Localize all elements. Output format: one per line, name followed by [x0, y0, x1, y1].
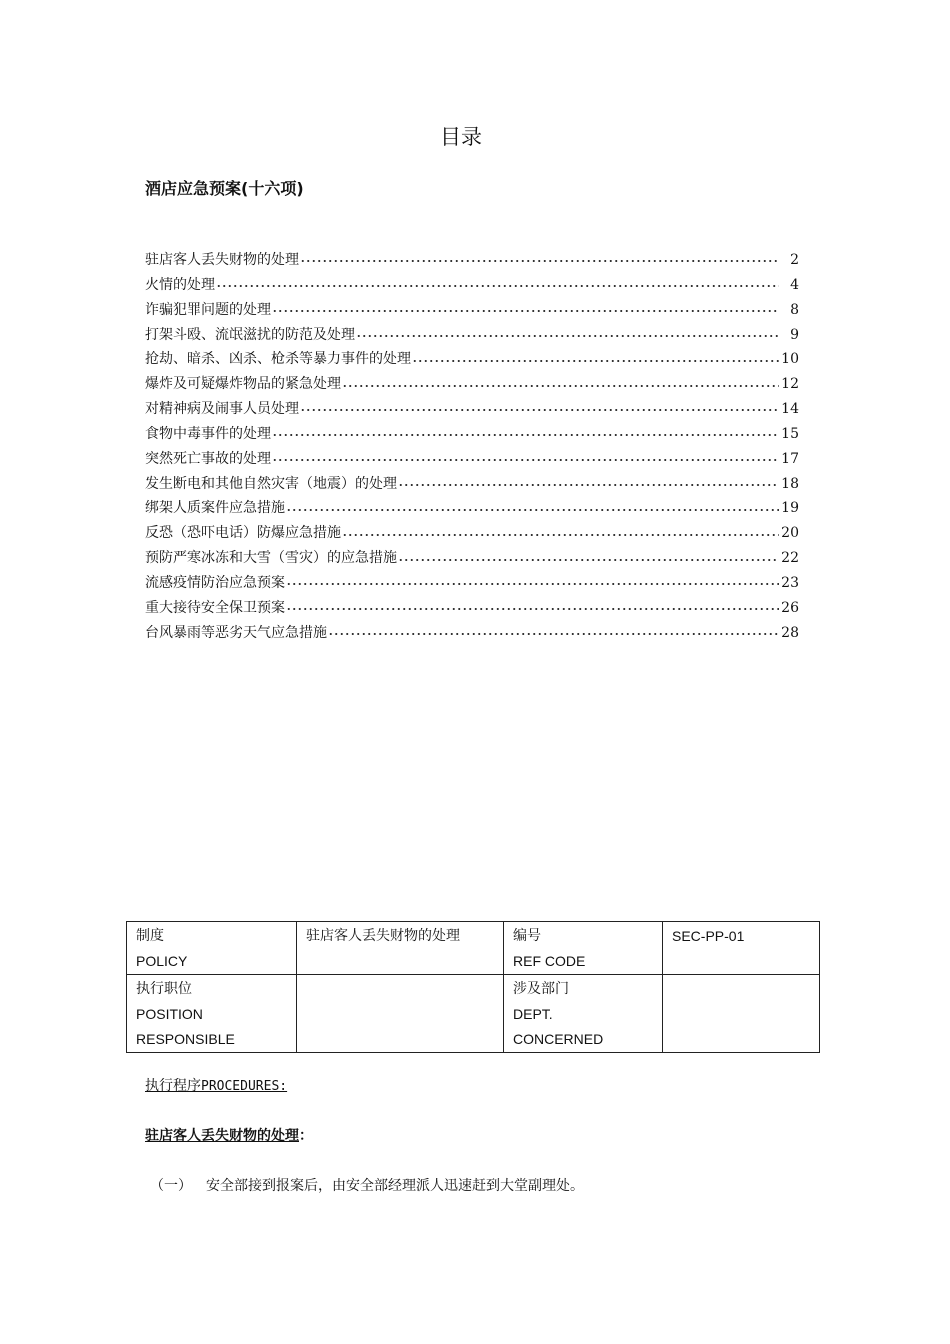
document-subtitle: 酒店应急预案(十六项): [145, 179, 304, 198]
toc-leader-dots: [272, 430, 779, 440]
policy-label-cell: [127, 922, 297, 975]
toc-entry[interactable]: [145, 373, 799, 398]
toc-entry[interactable]: [145, 274, 799, 299]
toc-entry-page: 14: [781, 401, 799, 418]
procedures-label: [145, 1075, 287, 1095]
toc-entry[interactable]: [145, 597, 799, 622]
dept-label-en-2: CONCERNED: [513, 1031, 604, 1047]
toc-entry[interactable]: [145, 249, 799, 274]
toc-leader-dots: [328, 629, 779, 639]
toc-leader-dots: [342, 381, 779, 391]
procedure-step: [150, 1175, 584, 1195]
toc-entry-page: 17: [781, 450, 799, 467]
toc-entry-page: 15: [781, 425, 799, 442]
position-label-en-2: RESPONSIBLE: [136, 1031, 235, 1047]
position-label-en: POSITION: [136, 1006, 203, 1022]
toc-entry-page: 10: [781, 351, 799, 368]
table-of-contents: [145, 249, 799, 647]
toc-leader-dots: [356, 331, 779, 341]
table-row: [127, 975, 820, 1053]
dept-label-en: DEPT.: [513, 1006, 553, 1022]
step-number: （一）: [150, 1178, 192, 1194]
toc-entry-title: 突然死亡事故的处理: [145, 450, 271, 467]
table-row: [127, 922, 820, 975]
toc-entry-title: 火情的处理: [145, 276, 215, 293]
toc-entry[interactable]: [145, 423, 799, 448]
toc-entry[interactable]: [145, 324, 799, 349]
toc-entry-page: 2: [790, 252, 799, 268]
position-label-cn: 执行职位: [136, 981, 192, 997]
toc-leader-dots: [286, 604, 779, 614]
ref-code-label-cell: [504, 922, 663, 975]
toc-entry-title: 诈骗犯罪问题的处理: [145, 301, 271, 318]
policy-value-cell: 驻店客人丢失财物的处理: [297, 922, 504, 975]
section-heading-text: 驻店客人丢失财物的处理: [145, 1128, 299, 1144]
toc-entry-title: 绑架人质案件应急措施: [145, 500, 285, 517]
toc-entry-page: 9: [790, 326, 799, 343]
toc-leader-dots: [342, 530, 779, 540]
toc-entry-page: 26: [781, 599, 799, 616]
toc-entry[interactable]: [145, 448, 799, 473]
toc-entry[interactable]: [145, 398, 799, 423]
toc-entry[interactable]: [145, 622, 799, 647]
toc-leader-dots: [398, 480, 779, 490]
policy-label-en: POLICY: [136, 953, 188, 969]
dept-label-cell: [504, 975, 663, 1053]
toc-entry[interactable]: [145, 473, 799, 498]
toc-entry-page: 23: [781, 574, 799, 591]
toc-entry-page: 22: [781, 550, 799, 567]
ref-code-label-cn: 编号: [513, 928, 541, 944]
toc-leader-dots: [286, 579, 779, 589]
toc-leader-dots: [272, 455, 779, 465]
step-text: 安全部接到报案后，由安全部经理派人迅速赶到大堂副理处。: [206, 1178, 584, 1194]
toc-entry-title: 预防严寒冰冻和大雪（雪灾）的应急措施: [145, 550, 397, 567]
page-title: 目录: [440, 125, 482, 149]
toc-entry-page: 12: [781, 376, 799, 393]
toc-entry-title: 反恐（恐吓电话）防爆应急措施: [145, 525, 341, 542]
section-heading-colon: ：: [299, 1128, 313, 1144]
toc-entry[interactable]: [145, 547, 799, 572]
toc-entry-title: 抢劫、暗杀、凶杀、枪杀等暴力事件的处理: [145, 351, 411, 368]
toc-entry-title: 台风暴雨等恶劣天气应急措施: [145, 624, 327, 641]
toc-entry-title: 重大接待安全保卫预案: [145, 599, 285, 616]
toc-leader-dots: [398, 555, 779, 565]
ref-code-label-en: REF CODE: [513, 953, 586, 969]
toc-entry[interactable]: [145, 348, 799, 373]
toc-entry-title: 打架斗殴、流氓滋扰的防范及处理: [145, 326, 355, 343]
position-label-cell: [127, 975, 297, 1053]
toc-leader-dots: [412, 356, 779, 366]
toc-entry-page: 18: [781, 475, 799, 492]
policy-label-cn: 制度: [136, 928, 164, 944]
ref-code-value-cell: SEC-PP-01: [663, 922, 820, 975]
toc-entry-title: 爆炸及可疑爆炸物品的紧急处理: [145, 376, 341, 393]
toc-entry-title: 流感疫情防治应急预案: [145, 574, 285, 591]
toc-entry-title: 对精神病及闹事人员处理: [145, 401, 299, 418]
policy-info-table: [126, 921, 820, 1053]
dept-value-cell: [663, 975, 820, 1053]
toc-entry[interactable]: [145, 572, 799, 597]
toc-entry-page: 8: [790, 301, 799, 318]
toc-leader-dots: [286, 505, 779, 515]
dept-label-cn: 涉及部门: [513, 981, 569, 997]
toc-entry-page: 20: [781, 525, 799, 542]
toc-entry-page: 19: [781, 500, 799, 517]
toc-leader-dots: [300, 256, 779, 266]
procedures-label-en: PROCEDURES:: [201, 1079, 288, 1094]
toc-entry[interactable]: [145, 299, 799, 324]
toc-entry-page: 28: [781, 624, 799, 641]
toc-entry-page: 4: [790, 276, 799, 293]
position-value-cell: [297, 975, 504, 1053]
toc-leader-dots: [272, 306, 779, 316]
toc-leader-dots: [300, 405, 779, 415]
toc-entry[interactable]: [145, 497, 799, 522]
toc-entry-title: 驻店客人丢失财物的处理: [145, 252, 299, 268]
toc-entry-title: 发生断电和其他自然灾害（地震）的处理: [145, 475, 397, 492]
section-heading: [145, 1125, 313, 1145]
procedures-label-cn: 执行程序: [145, 1078, 201, 1094]
toc-leader-dots: [216, 281, 779, 291]
toc-entry[interactable]: [145, 522, 799, 547]
toc-entry-title: 食物中毒事件的处理: [145, 425, 271, 442]
